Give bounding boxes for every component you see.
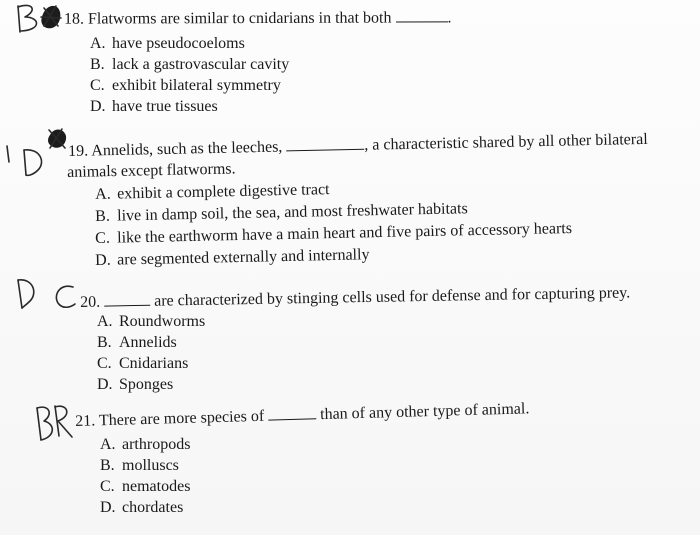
question-19-option-d: D. are segmented externally and internally [95,246,370,269]
question-21-option-a: A. arthropods [100,436,191,453]
question-18-text-end: . [447,9,452,27]
question-18-blank [395,9,447,22]
question-18-number: 18. [63,10,85,28]
question-19-option-b: B. live in damp soil, the sea, and most freshwater habitats [95,200,468,225]
handwritten-answer-18 [18,5,37,32]
question-20-number: 20. [80,293,101,311]
question-19-text-end: , a characteristic shared by all other bilateral [364,130,648,154]
question-21-option-c: C. nematodes [100,478,191,495]
scribble-mark-19 [48,129,66,148]
question-21-blank [268,406,316,420]
question-18-option-b: B. lack a gastrovascular cavity [90,56,290,73]
question-19-blank [286,137,364,152]
question-20-option-d: D. Sponges [97,376,174,393]
question-20-text: are characterized by stinging cells used for defense and for capturing prey. [154,284,631,310]
handwritten-answer-21 [37,407,52,440]
question-21-text: There are more species of [98,407,265,430]
question-19-option-c: C. like the earthworm have a main heart and five pairs of accessory hearts [95,220,573,247]
question-18-option-a: A. have pseudocoeloms [90,35,245,52]
handwritten-letter-r-21 [55,406,72,437]
scribble-mark-18 [41,6,61,28]
question-18-text: Flatworms are similar to cnidarians in that both [87,9,392,28]
handwritten-letter-c-20 [56,286,75,307]
question-21-option-d: D. chordates [100,499,184,516]
question-20-stem [80,283,630,312]
question-18-option-c: C. exhibit bilateral symmetry [90,77,281,94]
question-18-stem [64,8,452,28]
question-20-option-a: A. Roundworms [97,313,206,330]
question-19-stem-line2: animals except flatworms. [67,160,236,181]
handwritten-answer-19 [7,146,42,175]
handwritten-answer-20 [18,280,34,308]
question-19-number: 19. [68,142,89,160]
question-21-number: 21. [75,412,96,430]
question-19-stem [68,130,648,161]
question-19-option-a: A. exhibit a complete digestive tract [95,181,330,203]
question-20-option-c: C. Cnidarians [97,355,189,372]
question-21-option-b: B. molluscs [100,457,179,474]
question-19-text: Annelids, such as the leeches, [91,138,283,160]
question-20-blank [104,293,150,307]
question-21-text-end: than of any other type of animal. [319,400,530,424]
question-18-option-d: D. have true tissues [90,98,218,115]
question-21-stem [75,399,530,431]
question-20-option-b: B. Annelids [97,334,177,351]
